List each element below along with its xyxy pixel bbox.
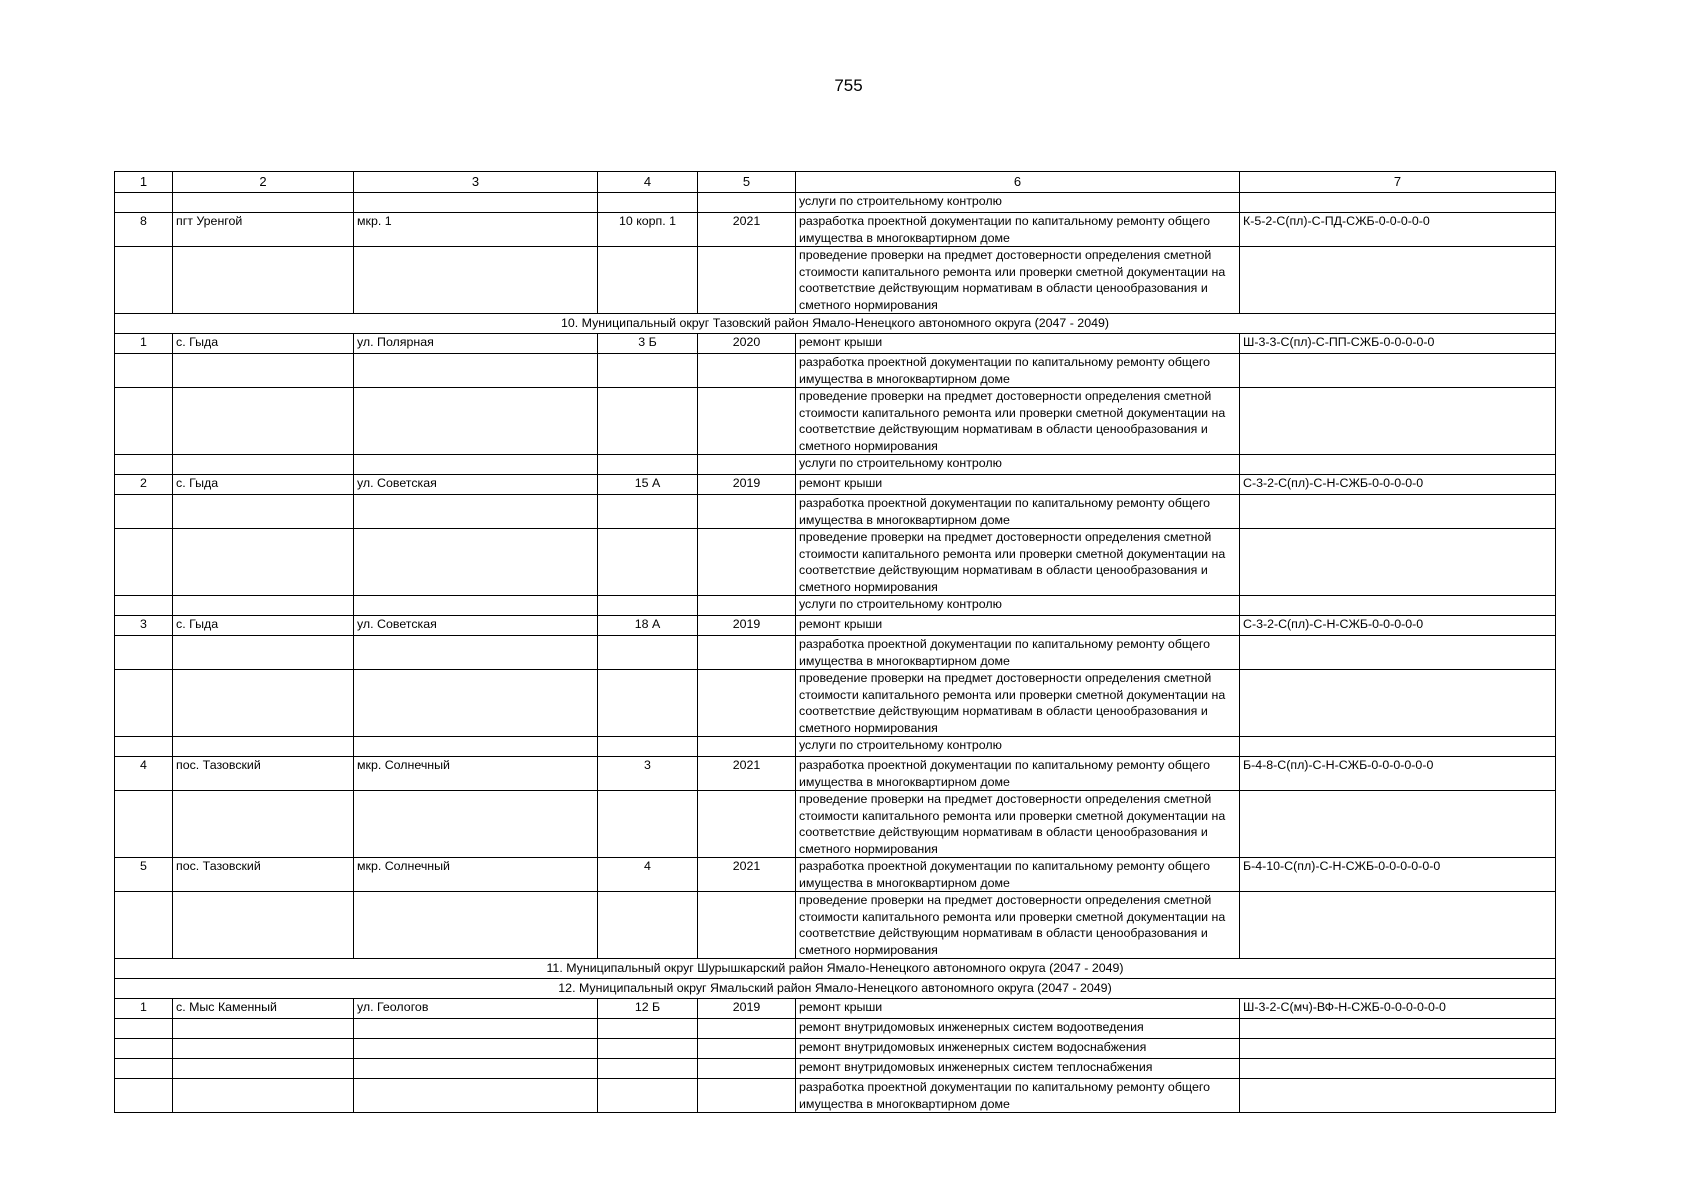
building-code-cell xyxy=(1240,388,1556,455)
row-number-cell xyxy=(115,1059,173,1079)
building-code-cell: С-3-2-С(пл)-С-Н-СЖБ-0-0-0-0-0 xyxy=(1240,616,1556,636)
building-code-cell xyxy=(1240,791,1556,858)
work-type-cell: разработка проектной документации по капитальному ремонту общего имущества в многоквартирном доме xyxy=(796,354,1240,388)
building-code-cell: С-3-2-С(пл)-С-Н-СЖБ-0-0-0-0-0 xyxy=(1240,475,1556,495)
settlement-cell xyxy=(173,193,354,213)
row-number-cell xyxy=(115,670,173,737)
year-cell: 2021 xyxy=(698,858,796,892)
row-number-cell: 3 xyxy=(115,616,173,636)
building-code-cell xyxy=(1240,670,1556,737)
work-type-cell: услуги по строительному контролю xyxy=(796,193,1240,213)
year-cell: 2021 xyxy=(698,757,796,791)
section-title: 12. Муниципальный округ Ямальский район Ямало-Ненецкого автономного округа (2047 - 2049) xyxy=(115,979,1556,999)
building-code-cell xyxy=(1240,737,1556,757)
row-number-cell xyxy=(115,247,173,314)
street-cell xyxy=(354,1039,598,1059)
work-type-cell: ремонт внутридомовых инженерных систем теплоснабжения xyxy=(796,1059,1240,1079)
building-code-cell: К-5-2-С(пл)-С-ПД-СЖБ-0-0-0-0-0 xyxy=(1240,213,1556,247)
street-cell xyxy=(354,892,598,959)
table-row xyxy=(115,1079,1556,1113)
settlement-cell: с. Мыс Каменный xyxy=(173,999,354,1019)
settlement-cell xyxy=(173,1039,354,1059)
settlement-cell: с. Гыда xyxy=(173,616,354,636)
row-number-cell xyxy=(115,1019,173,1039)
year-cell xyxy=(698,1039,796,1059)
street-cell xyxy=(354,247,598,314)
work-type-cell: проведение проверки на предмет достоверности определения сметной стоимости капитального ремонта или проверки сметной документации на соответствие действующим нормативам в области ценообразования и сметного нормирования xyxy=(796,247,1240,314)
house-number-cell xyxy=(598,1019,698,1039)
row-number-cell: 1 xyxy=(115,999,173,1019)
street-cell: ул. Советская xyxy=(354,475,598,495)
year-cell xyxy=(698,636,796,670)
street-cell xyxy=(354,529,598,596)
year-cell xyxy=(698,1019,796,1039)
year-cell xyxy=(698,529,796,596)
header-cell: 6 xyxy=(796,172,1240,193)
table-header-row xyxy=(115,172,1556,193)
row-number-cell xyxy=(115,354,173,388)
street-cell xyxy=(354,1059,598,1079)
row-number-cell xyxy=(115,388,173,455)
work-type-cell: разработка проектной документации по капитальному ремонту общего имущества в многоквартирном доме xyxy=(796,213,1240,247)
street-cell: мкр. Солнечный xyxy=(354,757,598,791)
row-number-cell xyxy=(115,495,173,529)
work-type-cell: ремонт крыши xyxy=(796,999,1240,1019)
building-code-cell xyxy=(1240,529,1556,596)
house-number-cell xyxy=(598,354,698,388)
house-number-cell xyxy=(598,1059,698,1079)
building-code-cell: Б-4-10-С(пл)-С-Н-СЖБ-0-0-0-0-0-0 xyxy=(1240,858,1556,892)
work-type-cell: ремонт крыши xyxy=(796,616,1240,636)
building-code-cell xyxy=(1240,1059,1556,1079)
row-number-cell: 4 xyxy=(115,757,173,791)
house-number-cell: 3 xyxy=(598,757,698,791)
house-number-cell xyxy=(598,892,698,959)
building-code-cell: Б-4-8-С(пл)-С-Н-СЖБ-0-0-0-0-0-0 xyxy=(1240,757,1556,791)
section-row xyxy=(115,979,1556,999)
table-row xyxy=(115,636,1556,670)
house-number-cell: 4 xyxy=(598,858,698,892)
settlement-cell xyxy=(173,529,354,596)
row-number-cell xyxy=(115,596,173,616)
street-cell: мкр. Солнечный xyxy=(354,858,598,892)
work-type-cell: проведение проверки на предмет достоверности определения сметной стоимости капитального ремонта или проверки сметной документации на соответствие действующим нормативам в области ценообразования и сметного нормирования xyxy=(796,388,1240,455)
house-number-cell: 15 А xyxy=(598,475,698,495)
building-code-cell xyxy=(1240,1079,1556,1113)
header-cell: 7 xyxy=(1240,172,1556,193)
work-type-cell: проведение проверки на предмет достоверности определения сметной стоимости капитального ремонта или проверки сметной документации на соответствие действующим нормативам в области ценообразования и сметного нормирования xyxy=(796,529,1240,596)
year-cell xyxy=(698,193,796,213)
year-cell: 2019 xyxy=(698,475,796,495)
year-cell xyxy=(698,455,796,475)
work-type-cell: проведение проверки на предмет достоверности определения сметной стоимости капитального ремонта или проверки сметной документации на соответствие действующим нормативам в области ценообразования и сметного нормирования xyxy=(796,791,1240,858)
settlement-cell: с. Гыда xyxy=(173,334,354,354)
settlement-cell xyxy=(173,495,354,529)
header-cell: 5 xyxy=(698,172,796,193)
house-number-cell xyxy=(598,455,698,475)
table-row xyxy=(115,1059,1556,1079)
house-number-cell xyxy=(598,529,698,596)
settlement-cell xyxy=(173,388,354,455)
row-number-cell: 5 xyxy=(115,858,173,892)
building-code-cell xyxy=(1240,193,1556,213)
work-type-cell: разработка проектной документации по капитальному ремонту общего имущества в многоквартирном доме xyxy=(796,858,1240,892)
building-code-cell xyxy=(1240,247,1556,314)
settlement-cell xyxy=(173,1059,354,1079)
street-cell: мкр. 1 xyxy=(354,213,598,247)
work-type-cell: ремонт крыши xyxy=(796,334,1240,354)
settlement-cell xyxy=(173,670,354,737)
section-title: 11. Муниципальный округ Шурышкарский район Ямало-Ненецкого автономного округа (2047 - 2049) xyxy=(115,959,1556,979)
house-number-cell xyxy=(598,596,698,616)
street-cell: ул. Советская xyxy=(354,616,598,636)
work-type-cell: проведение проверки на предмет достоверности определения сметной стоимости капитального ремонта или проверки сметной документации на соответствие действующим нормативам в области ценообразования и сметного нормирования xyxy=(796,670,1240,737)
work-type-cell: разработка проектной документации по капитальному ремонту общего имущества в многоквартирном доме xyxy=(796,495,1240,529)
settlement-cell xyxy=(173,596,354,616)
table-row xyxy=(115,616,1556,636)
table-row xyxy=(115,757,1556,791)
work-type-cell: услуги по строительному контролю xyxy=(796,596,1240,616)
settlement-cell: с. Гыда xyxy=(173,475,354,495)
row-number-cell xyxy=(115,892,173,959)
work-type-cell: разработка проектной документации по капитальному ремонту общего имущества в многоквартирном доме xyxy=(796,1079,1240,1113)
table-row xyxy=(115,670,1556,737)
building-code-cell xyxy=(1240,455,1556,475)
row-number-cell xyxy=(115,193,173,213)
section-row xyxy=(115,314,1556,334)
row-number-cell xyxy=(115,1079,173,1113)
row-number-cell xyxy=(115,791,173,858)
work-type-cell: разработка проектной документации по капитальному ремонту общего имущества в многоквартирном доме xyxy=(796,757,1240,791)
building-code-cell xyxy=(1240,354,1556,388)
street-cell xyxy=(354,1079,598,1113)
house-number-cell: 10 корп. 1 xyxy=(598,213,698,247)
table-row xyxy=(115,247,1556,314)
street-cell xyxy=(354,670,598,737)
house-number-cell xyxy=(598,247,698,314)
table-row xyxy=(115,791,1556,858)
settlement-cell xyxy=(173,354,354,388)
street-cell xyxy=(354,636,598,670)
house-number-cell xyxy=(598,737,698,757)
year-cell: 2019 xyxy=(698,616,796,636)
settlement-cell: пгт Уренгой xyxy=(173,213,354,247)
table-row xyxy=(115,999,1556,1019)
building-code-cell xyxy=(1240,636,1556,670)
work-type-cell: ремонт крыши xyxy=(796,475,1240,495)
table-row xyxy=(115,495,1556,529)
year-cell: 2020 xyxy=(698,334,796,354)
settlement-cell: пос. Тазовский xyxy=(173,858,354,892)
house-number-cell xyxy=(598,495,698,529)
building-code-cell: Ш-3-3-С(пл)-С-ПП-СЖБ-0-0-0-0-0 xyxy=(1240,334,1556,354)
page-number: 755 xyxy=(834,76,863,95)
year-cell xyxy=(698,1079,796,1113)
year-cell xyxy=(698,737,796,757)
street-cell xyxy=(354,791,598,858)
table-row xyxy=(115,354,1556,388)
row-number-cell: 2 xyxy=(115,475,173,495)
row-number-cell xyxy=(115,529,173,596)
year-cell xyxy=(698,670,796,737)
settlement-cell: пос. Тазовский xyxy=(173,757,354,791)
house-number-cell xyxy=(598,670,698,737)
settlement-cell xyxy=(173,1079,354,1113)
house-number-cell xyxy=(598,791,698,858)
table-row xyxy=(115,213,1556,247)
settlement-cell xyxy=(173,1019,354,1039)
street-cell: ул. Геологов xyxy=(354,999,598,1019)
settlement-cell xyxy=(173,636,354,670)
table-row xyxy=(115,334,1556,354)
row-number-cell xyxy=(115,1039,173,1059)
street-cell xyxy=(354,495,598,529)
work-type-cell: услуги по строительному контролю xyxy=(796,455,1240,475)
row-number-cell xyxy=(115,737,173,757)
work-type-cell: разработка проектной документации по капитальному ремонту общего имущества в многоквартирном доме xyxy=(796,636,1240,670)
street-cell xyxy=(354,354,598,388)
row-number-cell xyxy=(115,636,173,670)
street-cell: ул. Полярная xyxy=(354,334,598,354)
table-row xyxy=(115,596,1556,616)
street-cell xyxy=(354,1019,598,1039)
table-row xyxy=(115,475,1556,495)
house-number-cell xyxy=(598,1079,698,1113)
work-type-cell: услуги по строительному контролю xyxy=(796,737,1240,757)
street-cell xyxy=(354,193,598,213)
building-code-cell xyxy=(1240,1039,1556,1059)
header-cell: 2 xyxy=(173,172,354,193)
year-cell xyxy=(698,791,796,858)
house-number-cell: 18 А xyxy=(598,616,698,636)
year-cell xyxy=(698,892,796,959)
building-code-cell xyxy=(1240,1019,1556,1039)
settlement-cell xyxy=(173,455,354,475)
year-cell: 2021 xyxy=(698,213,796,247)
year-cell xyxy=(698,354,796,388)
year-cell xyxy=(698,247,796,314)
header-cell: 1 xyxy=(115,172,173,193)
street-cell xyxy=(354,455,598,475)
building-code-cell xyxy=(1240,892,1556,959)
table-row xyxy=(115,892,1556,959)
row-number-cell: 8 xyxy=(115,213,173,247)
table-row xyxy=(115,1019,1556,1039)
work-type-cell: ремонт внутридомовых инженерных систем водоотведения xyxy=(796,1019,1240,1039)
year-cell: 2019 xyxy=(698,999,796,1019)
settlement-cell xyxy=(173,892,354,959)
work-type-cell: ремонт внутридомовых инженерных систем водоснабжения xyxy=(796,1039,1240,1059)
building-code-cell xyxy=(1240,495,1556,529)
year-cell xyxy=(698,388,796,455)
house-number-cell xyxy=(598,1039,698,1059)
settlement-cell xyxy=(173,737,354,757)
building-code-cell xyxy=(1240,596,1556,616)
house-number-cell xyxy=(598,388,698,455)
table-row xyxy=(115,737,1556,757)
table-row xyxy=(115,1039,1556,1059)
header-cell: 3 xyxy=(354,172,598,193)
house-number-cell: 3 Б xyxy=(598,334,698,354)
house-number-cell xyxy=(598,636,698,670)
street-cell xyxy=(354,596,598,616)
table-row xyxy=(115,858,1556,892)
house-number-cell: 12 Б xyxy=(598,999,698,1019)
row-number-cell xyxy=(115,455,173,475)
street-cell xyxy=(354,737,598,757)
house-number-cell xyxy=(598,193,698,213)
section-row xyxy=(115,959,1556,979)
table-row xyxy=(115,455,1556,475)
year-cell xyxy=(698,1059,796,1079)
street-cell xyxy=(354,388,598,455)
year-cell xyxy=(698,596,796,616)
building-code-cell: Ш-3-2-С(мч)-ВФ-Н-СЖБ-0-0-0-0-0-0 xyxy=(1240,999,1556,1019)
settlement-cell xyxy=(173,247,354,314)
year-cell xyxy=(698,495,796,529)
capital-repair-table xyxy=(114,171,1556,1113)
section-title: 10. Муниципальный округ Тазовский район Ямало-Ненецкого автономного округа (2047 - 2049) xyxy=(115,314,1556,334)
row-number-cell: 1 xyxy=(115,334,173,354)
table-row xyxy=(115,388,1556,455)
settlement-cell xyxy=(173,791,354,858)
table-row xyxy=(115,193,1556,213)
table-row xyxy=(115,529,1556,596)
header-cell: 4 xyxy=(598,172,698,193)
work-type-cell: проведение проверки на предмет достоверности определения сметной стоимости капитального ремонта или проверки сметной документации на соответствие действующим нормативам в области ценообразования и сметного нормирования xyxy=(796,892,1240,959)
